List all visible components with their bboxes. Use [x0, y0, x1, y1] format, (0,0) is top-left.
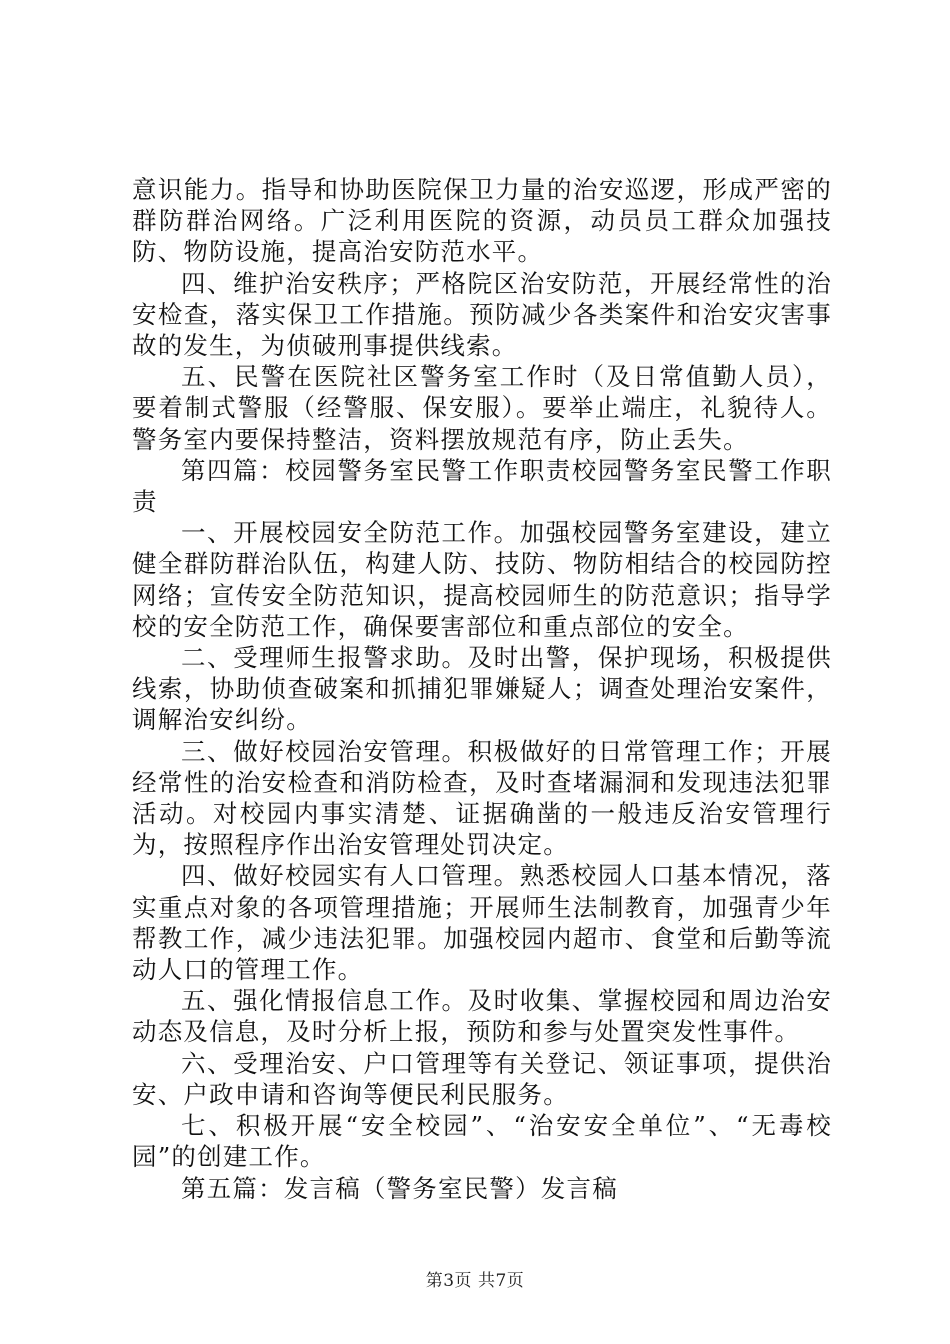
paragraph: 六、受理治安、户口管理等有关登记、领证事项，提供治安、户政申请和咨询等便民利民服务。	[132, 1048, 832, 1109]
document-body	[132, 174, 832, 1204]
paragraph: 五、民警在医院社区警务室工作时（及日常值勤人员），要着制式警服（经警服、保安服）。要举止端庄，礼貌待人。警务室内要保持整洁，资料摆放规范有序，防止丢失。	[132, 362, 832, 454]
paragraph: 五、强化情报信息工作。及时收集、掌握校园和周边治安动态及信息，及时分析上报，预防和参与处置突发性事件。	[132, 986, 832, 1047]
page-number-footer: 第3页 共7页	[425, 1271, 525, 1291]
paragraph: 七、积极开展“安全校园”、“治安安全单位”、“无毒校园”的创建工作。	[132, 1111, 832, 1172]
paragraph: 二、受理师生报警求助。及时出警，保护现场，积极提供线索，协助侦查破案和抓捕犯罪嫌疑人；调查处理治安案件，调解治安纠纷。	[132, 643, 832, 735]
paragraph: 意识能力。指导和协助医院保卫力量的治安巡逻，形成严密的群防群治网络。广泛利用医院的资源，动员员工群众加强技防、物防设施，提高治安防范水平。	[132, 175, 832, 267]
section-heading: 第五篇：发言稿（警务室民警）发言稿	[181, 1173, 618, 1203]
paragraph: 四、维护治安秩序；严格院区治安防范，开展经常性的治安检查，落实保卫工作措施。预防减少各类案件和治安灾害事故的发生，为侦破刑事提供线索。	[132, 268, 832, 361]
paragraph: 一、开展校园安全防范工作。加强校园警务室建设，建立健全群防群治队伍，构建人防、技防、物防相结合的校园防控网络；宣传安全防范知识，提高校园师生的防范意识；指导学校的安全防范工作，确保要害部位和重点部位的安全。	[132, 518, 832, 641]
paragraph: 四、做好校园实有人口管理。熟悉校园人口基本情况，落实重点对象的各项管理措施；开展师生法制教育，加强青少年帮教工作，减少违法犯罪。加强校园内超市、食堂和后勤等流动人口的管理工作。	[132, 861, 832, 985]
paragraph: 三、做好校园治安管理。积极做好的日常管理工作；开展经常性的治安检查和消防检查，及时查堵漏洞和发现违法犯罪活动。对校园内事实清楚、证据确凿的一般违反治安管理行为，按照程序作出治安管理处罚决定。	[132, 736, 832, 860]
section-heading: 第四篇：校园警务室民警工作职责校园警务室民警工作职责	[132, 455, 832, 517]
